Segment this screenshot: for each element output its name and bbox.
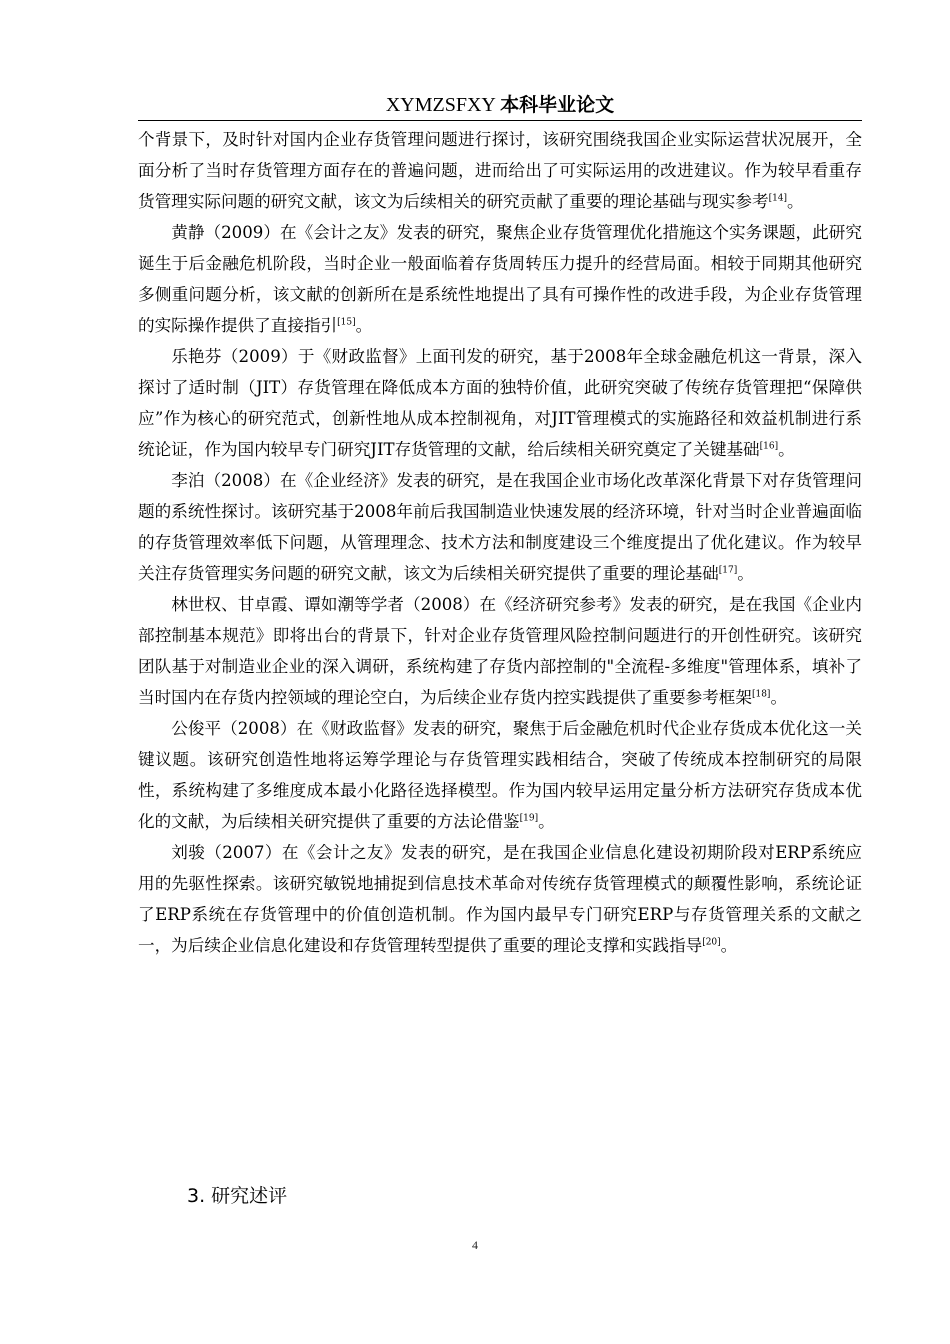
paragraph: 李泊（2008）在《企业经济》发表的研究，是在我国企业市场化改革深化背景下对存货管理问题的系统性探讨。该研究基于2008年前后我国制造业快速发展的经济环境，针对当时企业普遍面临的存货管理效率低下问题，从管理理念、技术方法和制度建设三个维度提出了优化建议。作为较早关注存货管理实务问题的研究文献，该文为后续相关研究提供了重要的理论基础[17]。 xyxy=(138,471,862,583)
paragraph: 刘骏（2007）在《会计之友》发表的研究，是在我国企业信息化建设初期阶段对ERP系统应用的先驱性探索。该研究敏锐地捕捉到信息技术革命对传统存货管理模式的颠覆性影响，系统论证了ERP系统在存货管理中的价值创造机制。作为国内最早专门研究ERP与存货管理关系的文献之一，为后续企业信息化建设和存货管理转型提供了重要的理论支撑和实践指导[20]。 xyxy=(138,843,862,955)
citation-ref[interactable]: [16] xyxy=(759,441,779,452)
header-latin: XYMZSFXY xyxy=(385,94,501,116)
citation-ref[interactable]: [20] xyxy=(702,937,721,948)
page-number: 4 xyxy=(472,1238,478,1252)
paragraph: 林世权、甘卓霞、谭如潮等学者（2008）在《经济研究参考》发表的研究，是在我国《企业内部控制基本规范》即将出台的背景下，针对企业存货管理风险控制问题进行的开创性研究。该研究团队基于对制造业企业的深入调研，系统构建了存货内部控制的"全流程-多维度"管理体系，填补了当时国内在存货内控领域的理论空白，为后续企业存货内控实践提供了重要参考框架[18]。 xyxy=(138,595,862,707)
header-rule xyxy=(138,120,862,121)
header-title: 本科毕业论文 xyxy=(500,94,615,116)
paragraph: 黄静（2009）在《会计之友》发表的研究，聚焦企业存货管理优化措施这个实务课题，此研究诞生于后金融危机阶段，当时企业一般面临着存货周转压力提升的经营局面。相较于同期其他研究多侧重问题分析，该文献的创新所在是系统性地提出了具有可操作性的改进手段，为企业存货管理的实际操作提供了直接指引[15]。 xyxy=(138,223,862,335)
citation-ref[interactable]: [17] xyxy=(718,565,738,576)
citation-ref[interactable]: [18] xyxy=(751,689,771,700)
running-header xyxy=(138,90,862,120)
citation-ref[interactable]: [14] xyxy=(768,193,788,204)
body-text xyxy=(138,124,862,961)
paragraph: 乐艳芬（2009）于《财政监督》上面刊发的研究，基于2008年全球金融危机这一背景，深入探讨了适时制（JIT）存货管理在降低成本方面的独特价值，此研究突破了传统存货管理把“保障供应”作为核心的研究范式，创新性地从成本控制视角，对JIT管理模式的实施路径和效益机制进行系统论证，作为国内较早专门研究JIT存货管理的文献，给后续相关研究奠定了关键基础[16]。 xyxy=(138,347,862,459)
citation-ref[interactable]: [19] xyxy=(519,813,539,824)
paragraph: 公俊平（2008）在《财政监督》发表的研究，聚焦于后金融危机时代企业存货成本优化这一关键议题。该研究创造性地将运筹学理论与存货管理实践相结合，突破了传统成本控制研究的局限性，系统构建了多维度成本最小化路径选择模型。作为国内较早运用定量分析方法研究存货成本优化的文献，为后续相关研究提供了重要的方法论借鉴[19]。 xyxy=(138,719,862,831)
paragraph-continued: 个背景下，及时针对国内企业存货管理问题进行探讨，该研究围绕我国企业实际运营状况展开，全面分析了当时存货管理方面存在的普遍问题，进而给出了可实际运用的改进建议。作为较早看重存货管理实际问题的研究文献，该文为后续相关的研究贡献了重要的理论基础与现实参考[14]。 xyxy=(138,130,862,211)
section-heading: 3. 研究述评 xyxy=(187,1185,288,1207)
citation-ref[interactable]: [15] xyxy=(337,317,356,328)
